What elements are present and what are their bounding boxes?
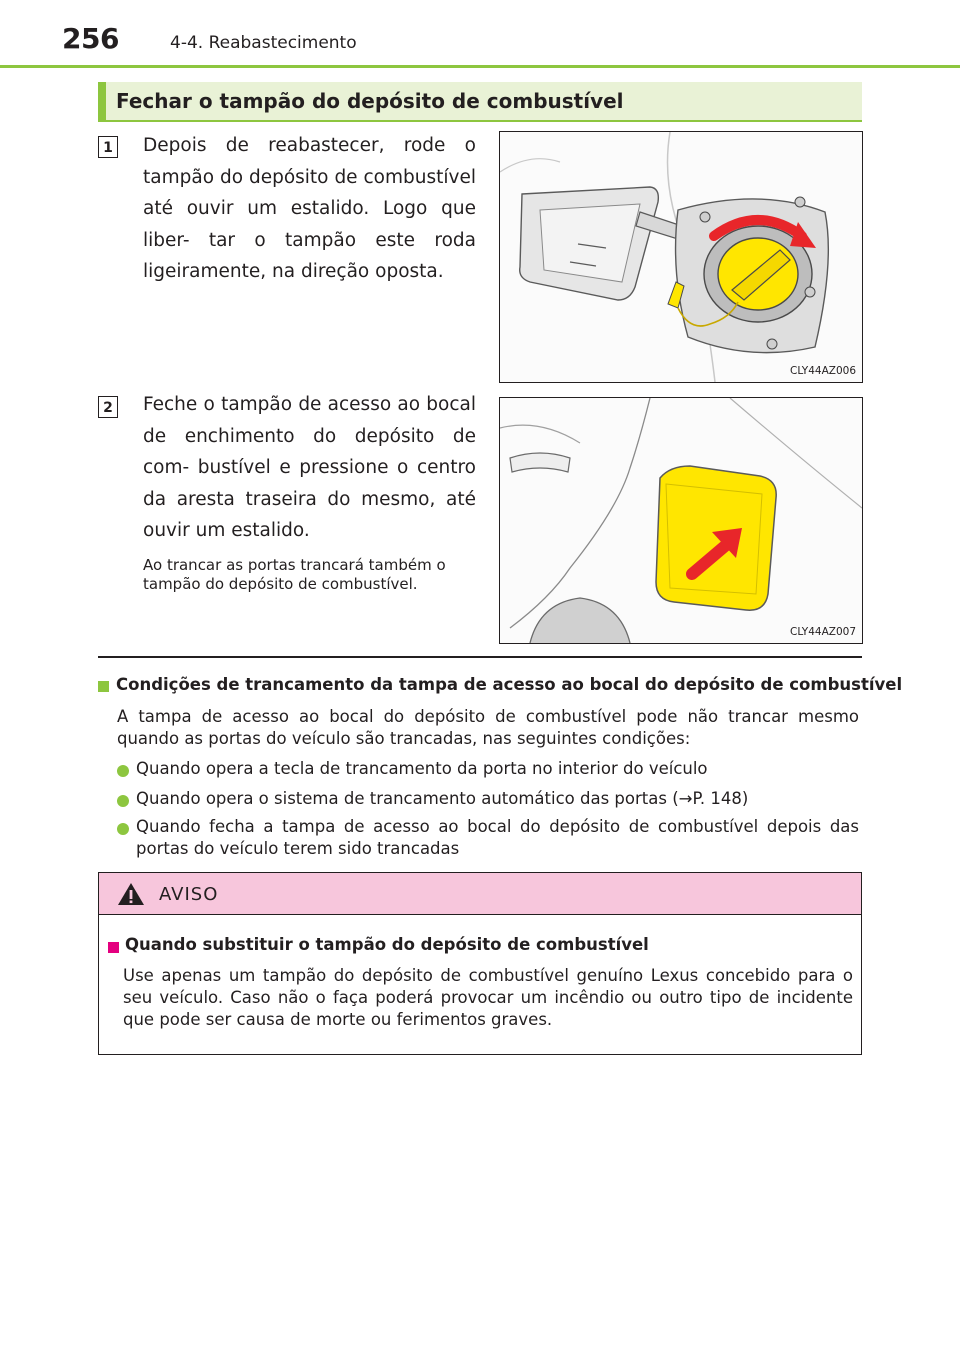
- chapter-title: 4-4. Reabastecimento: [170, 33, 357, 53]
- step-1-badge: 1: [98, 136, 118, 158]
- green-square-icon: [98, 681, 109, 692]
- warning-label: AVISO: [159, 884, 219, 905]
- section-title: Fechar o tampão do depósito de combustível: [116, 89, 624, 113]
- green-dot-icon: [117, 795, 129, 807]
- fuel-cap-open-illustration: [500, 132, 862, 382]
- header-rule: [0, 65, 960, 68]
- section-title-bar: [98, 82, 862, 122]
- red-square-icon: [108, 942, 119, 953]
- green-dot-icon: [117, 765, 129, 777]
- info-heading: Condições de trancamento da tampa de acesso ao bocal do depósito de combustível: [116, 675, 903, 694]
- figure-code: CLY44AZ007: [790, 626, 856, 638]
- figure-code: CLY44AZ006: [790, 365, 856, 377]
- bullet-text: Quando opera a tecla de trancamento da porta no interior do veículo: [136, 759, 708, 778]
- step-1-text: Depois de reabastecer, rode o tampão do depósito de combustível até ouvir um estalido. Logo que liber- tar o tampão este roda ligeiramente, na direção oposta.: [143, 135, 476, 282]
- section-title-marker: [98, 82, 106, 120]
- warning-box: [98, 872, 862, 1055]
- bullet-text: Quando opera o sistema de trancamento automático das portas (→P. 148): [136, 789, 749, 808]
- fuel-door-closed-illustration: [500, 398, 862, 643]
- green-dot-icon: [117, 823, 129, 835]
- warning-header: [99, 873, 861, 915]
- bullet-text: Quando fecha a tampa de acesso ao bocal do depósito de combustível depois das portas do veículo terem sido trancadas: [136, 817, 859, 858]
- section-divider: [98, 656, 862, 658]
- warning-text: Use apenas um tampão do depósito de combustível genuíno Lexus concebido para o seu veículo. Caso não o faça poderá provocar um incêndio ou outro tipo de incidente que pode ser causa de morte ou ferimentos graves.: [123, 966, 853, 1029]
- page-number: 256: [62, 22, 119, 55]
- step-2-badge: 2: [98, 396, 118, 418]
- step-2-figure: [499, 397, 863, 644]
- step-2-note: Ao trancar as portas trancará também o tampão do depósito de combustível.: [143, 556, 446, 593]
- info-intro: A tampa de acesso ao bocal do depósito de combustível pode não trancar mesmo quando as portas do veículo são trancadas, nas seguintes condições:: [117, 707, 859, 748]
- step-1-figure: [499, 131, 863, 383]
- warning-heading: Quando substituir o tampão do depósito de combustível: [125, 935, 649, 954]
- step-2-text: Feche o tampão de acesso ao bocal de enchimento do depósito de com- bustível e pressione o centro da aresta traseira do mesmo, até ouvir um estalido.: [143, 394, 476, 541]
- warning-triangle-icon: [117, 882, 145, 906]
